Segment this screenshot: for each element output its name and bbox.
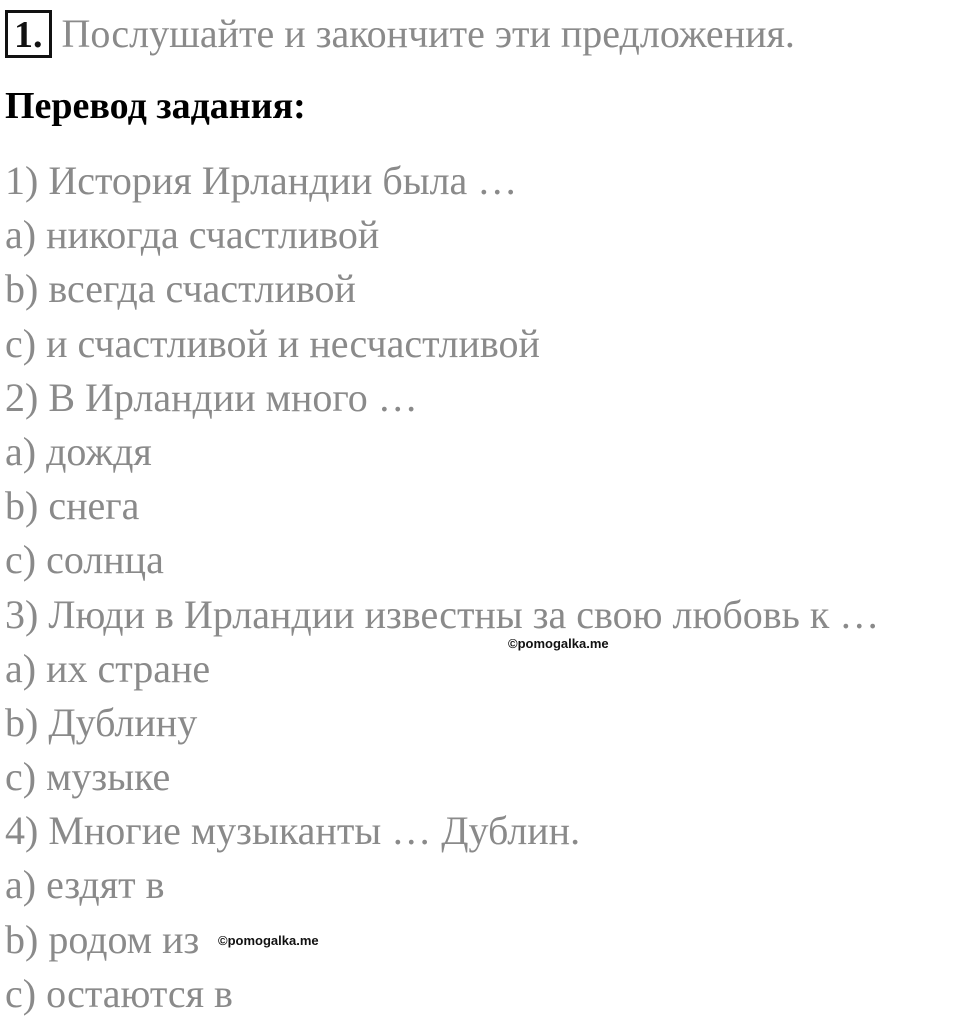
question-4: 4) Многие музыканты … Дублин. xyxy=(5,808,581,854)
question-4-option-c: c) остаются в xyxy=(5,970,233,1016)
question-2: 2) В Ирландии много … xyxy=(5,374,418,420)
question-3: 3) Люди в Ирландии известны за свою любовь к … xyxy=(5,591,880,637)
question-1-option-a: a) никогда счастливой xyxy=(5,212,380,258)
question-3-option-b: b) Дублину xyxy=(5,699,198,745)
task-number-box: 1. xyxy=(5,10,52,58)
translation-lines xyxy=(5,154,960,1021)
question-2-option-b: b) снега xyxy=(5,483,140,529)
question-1: 1) История Ирландии была … xyxy=(5,158,518,203)
task-header xyxy=(5,8,795,60)
watermark: ©pomogalka.me xyxy=(508,636,609,651)
section-title: Перевод задания: xyxy=(5,85,306,127)
question-1-option-b: b) всегда счастливой xyxy=(5,266,356,312)
question-3-option-c: c) музыке xyxy=(5,754,171,800)
question-2-option-a: a) дождя xyxy=(5,428,152,474)
watermark: ©pomogalka.me xyxy=(218,933,319,948)
question-2-option-c: c) солнца xyxy=(5,537,164,583)
question-1-option-c: c) и счастливой и несчастливой xyxy=(5,320,540,366)
task-instruction: Послушайте и закончите эти предложения. xyxy=(61,11,795,56)
question-4-option-b: b) родом из xyxy=(5,916,200,962)
question-3-option-a: a) их стране xyxy=(5,645,211,691)
question-4-option-a: a) ездят в xyxy=(5,862,165,908)
